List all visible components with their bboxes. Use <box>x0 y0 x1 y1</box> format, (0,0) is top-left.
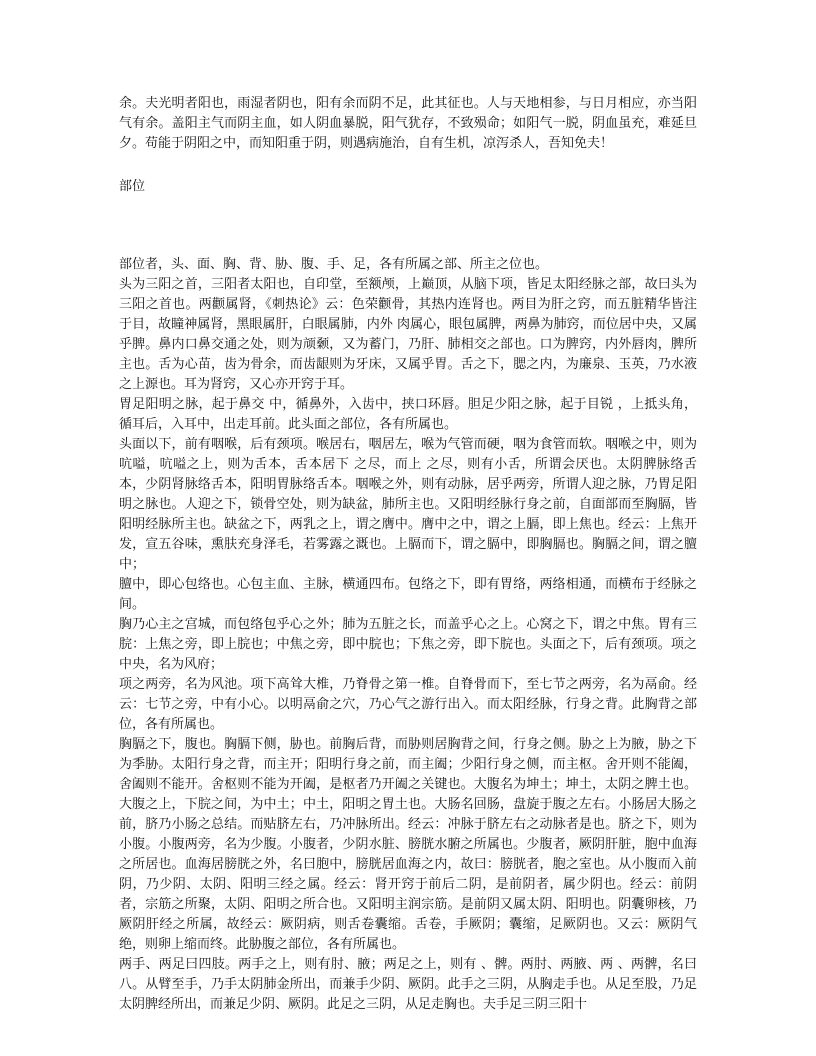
body-paragraph: 两手、两足曰四肢。两手之上，则有肘、腋；两足之上，则有 、髀。两肘、两腋、两 、两髀，名曰八。从臂至手，乃手太阴肺金所出，而兼手少阴、厥阴。此手之三阴，从胸走手也。从足至股，乃足太阴脾经所出，而兼足少阴、厥阴。此足之三阴，从足走胸也。夫手足三阴三阳十 <box>119 957 697 1012</box>
body-paragraph: 胸膈之下，腹也。胸膈下侧，胁也。前胸后背，而胁则居胸背之间，行身之侧。胁之上为腋，胁之下为季胁。太阳行身之背，而主开；阳明行身之前，而主阖；少阳行身之侧，而主枢。舍开则不能阖，舍阖则不能开。舍枢则不能为开阖，是枢者乃开阖之关键也。大腹名为坤土；坤土，太阴之脾土也。大腹之上，下脘之间，为中土；中土，阳明之胃土也。大肠名回肠，盘旋于腹之左右。小肠居大肠之前，脐乃小肠之总结。而贴脐左右，乃冲脉所出。经云：冲脉于脐左右之动脉者是也。脐之下，则为小腹。小腹两旁，名为少腹。小腹者，少阴水脏、膀胱水腑之所属也。少腹者，厥阴肝脏，胞中血海之所居也。血海居膀胱之外，名曰胞中，膀胱居血海之内，故曰：膀胱者，胞之室也。从小腹而入前阴，乃少阴、太阴、阳明三经之属。经云：肾开窍于前后二阴，是前阴者，属少阴也。经云：前阴者，宗筋之所聚，太阴、阳明之所合也。又阳明主润宗筋。是前阴又属太阴、阳明也。阴囊卵核，乃厥阴肝经之所属，故经云：厥阴病，则舌卷囊缩。舌卷，手厥阴；囊缩，足厥阴也。又云：厥阴气绝，则卵上缩而终。此胁腹之部位，各有所属也。 <box>119 737 697 952</box>
document-page <box>119 94 697 1015</box>
body-paragraph: 膻中，即心包络也。心包主血、主脉，横通四布。包络之下，即有胃络，两络相通，而横布于经脉之间。 <box>119 577 697 612</box>
section-spacer <box>119 197 697 255</box>
body-paragraph: 部位者，头、面、胸、背、胁、腹、手、足，各有所属之部、所主之位也。 <box>119 257 549 272</box>
body-paragraph: 头面以下，前有咽喉，后有颈项。喉居右，咽居左，喉为气管而硬，咽为食管而软。咽喉之中，则为吭嗌，吭嗌之上，则为舌本，舌本居下 之尽，而上 之尽，则有小舌，所谓会厌也。太阴脾脉络舌本，少阴肾脉络舌本，阳明胃脉络舌本。咽喉之外，则有动脉，居乎两旁，所谓人迎之脉，乃胃足阳明之脉也。人迎之下，锁骨空处，则为缺盆，肺所主也。又阳明经脉行身之前，自面部而至胸膈，皆阳明经脉所主也。缺盆之下，两乳之上，谓之膺中。膺中之中，谓之上膈，即上焦也。经云：上焦开发，宣五谷味，熏肤充身泽毛，若雾露之溉也。上膈而下，谓之膈中，即胸膈也。胸膈之间，谓之膻中； <box>119 437 697 572</box>
body-paragraph: 胸乃心主之宫城，而包络包乎心之外；肺为五脏之长，而盖乎心之上。心窝之下，谓之中焦。胃有三脘：上焦之旁，即上脘也；中焦之旁，即中脘也；下焦之旁，即下脘也。头面之下，后有颈项。项之中央，名为风府； <box>119 617 697 672</box>
body-paragraph: 头为三阳之首，三阳者太阳也，自印堂，至额颅，上巅顶，从脑下项，皆足太阳经脉之部，故曰头为三阳之首也。两颧属肾，《刺热论》云：色荣颧骨，其热内连肾也。两目为肝之窍，而五脏精华皆注于目，故瞳神属肾，黑眼属肝，白眼属肺，内外 肉属心，眼包属脾，两鼻为肺窍，而位居中央，又属乎脾。鼻内口鼻交通之处，则为颃颡，又为蓄门，乃肝、肺相交之部也。口为脾窍，内外唇肉，脾所主也。舌为心苗，齿为骨余，而齿龈则为牙床，又属乎胃。舌之下，腮之内，为廉泉、玉英，乃水液之上源也。耳为肾窍，又心亦开窍于耳。 <box>119 277 697 392</box>
section-title: 部位 <box>119 179 146 194</box>
body-paragraph: 项之两旁，名为风池。项下高耸大椎，乃脊骨之第一椎。自脊骨而下，至七节之两旁，名为鬲俞。经云：七节之旁，中有小心。以明鬲俞之穴，乃心气之游行出入。而太阳经脉，行身之背。此胸背之部位，各有所属也。 <box>119 677 697 732</box>
body-paragraph: 胃足阳明之脉，起于鼻交 中，循鼻外，入齿中，挟口环唇。胆足少阳之脉，起于目锐 ，上抵头角，循耳后，入耳中，出走耳前。此头面之部位，各有所属也。 <box>119 397 697 432</box>
intro-paragraph: 余。夫光明者阳也，雨湿者阴也，阳有余而阴不足，此其征也。人与天地相参，与日月相应，亦当阳气有余。盖阳主气而阴主血，如人阴血暴脱，阳气犹存，不致殒命；如阳气一脱，阴血虽充，难延旦夕。苟能于阴阳之中，而知阳重于阴，则遇病施治，自有生机，凉泻杀人，吾知免夫！ <box>119 96 697 151</box>
